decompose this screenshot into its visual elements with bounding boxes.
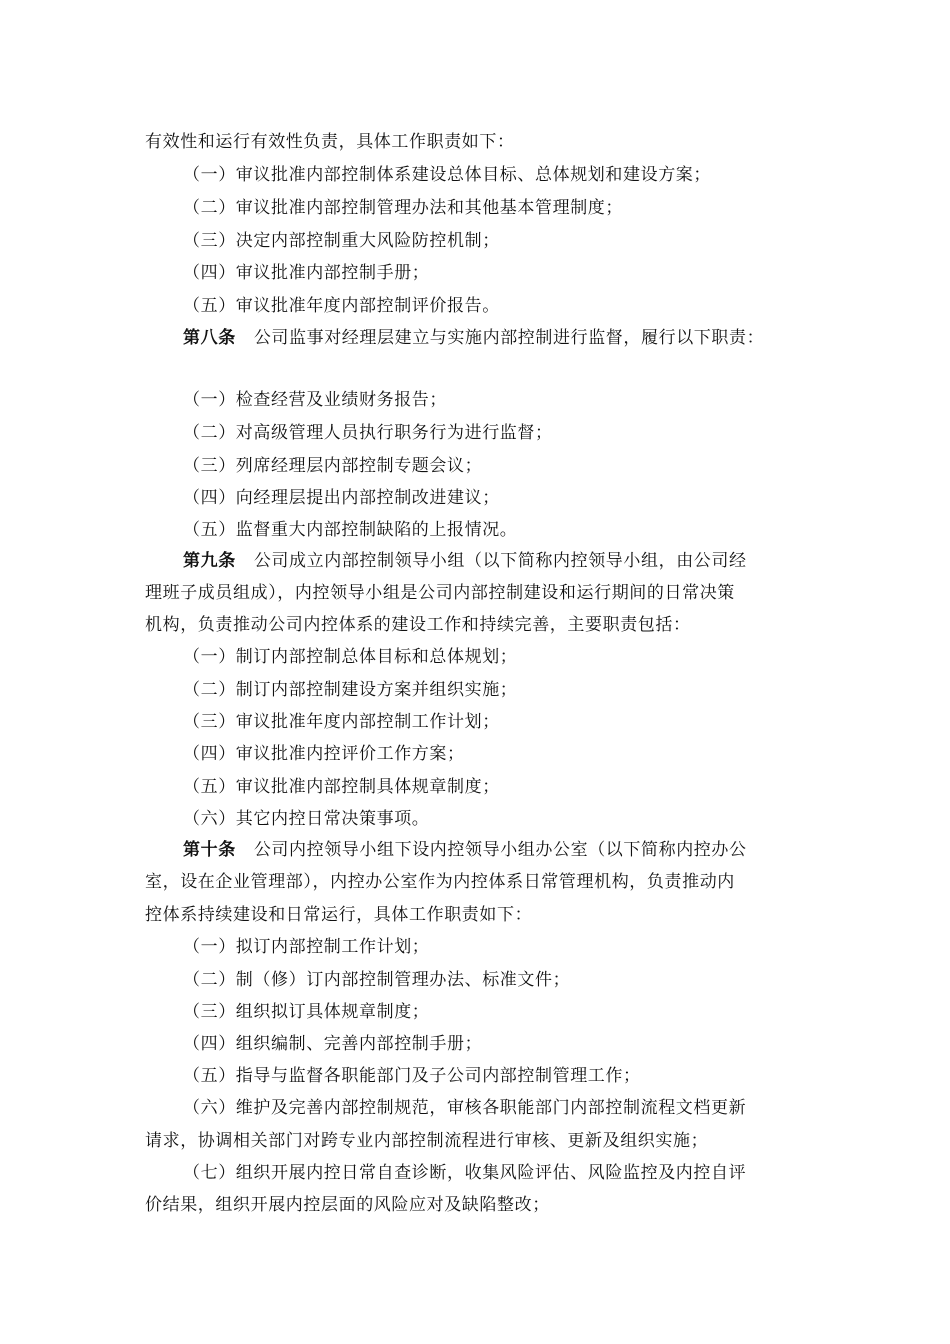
paragraph-line: 有效性和运行有效性负责，具体工作职责如下：	[145, 132, 515, 152]
paragraph-line: 室，设在企业管理部），内控办公室作为内控体系日常管理机构，负责推动内	[145, 872, 735, 892]
article-10	[183, 839, 863, 861]
paragraph-line: 价结果，组织开展内控层面的风险应对及缺陷整改；	[145, 1195, 550, 1215]
article-number: 第八条	[183, 328, 236, 348]
article-text: 公司成立内部控制领导小组（以下简称内控领导小组，由公司经	[253, 551, 747, 571]
list-item: （一）检查经营及业绩财务报告；	[183, 390, 447, 410]
list-item: （三）组织拟订具体规章制度；	[183, 1002, 430, 1022]
list-item: （一）制订内部控制总体目标和总体规划；	[183, 647, 518, 667]
list-item: （二）对高级管理人员执行职务行为进行监督；	[183, 423, 553, 443]
list-item: （四）组织编制、完善内部控制手册；	[183, 1034, 483, 1054]
article-number: 第九条	[183, 551, 236, 571]
article-text: 公司监事对经理层建立与实施内部控制进行监督，履行以下职责：	[253, 328, 765, 348]
list-item: （四）审议批准内控评价工作方案；	[183, 744, 465, 764]
list-item: （二）制订内部控制建设方案并组织实施；	[183, 680, 518, 700]
list-item: （二）制（修）订内部控制管理办法、标准文件；	[183, 970, 571, 990]
list-item: （七）组织开展内控日常自查诊断，收集风险评估、风险监控及内控自评	[183, 1163, 747, 1183]
list-item: （二）审议批准内部控制管理办法和其他基本管理制度；	[183, 198, 623, 218]
list-item: （五）监督重大内部控制缺陷的上报情况。	[183, 520, 518, 540]
list-item: （四）审议批准内部控制手册；	[183, 263, 430, 283]
list-item: （一）审议批准内部控制体系建设总体目标、总体规划和建设方案；	[183, 165, 711, 185]
paragraph-line: 理班子成员组成），内控领导小组是公司内部控制建设和运行期间的日常决策	[145, 583, 735, 603]
list-item: （一）拟订内部控制工作计划；	[183, 937, 430, 957]
list-item: （六）维护及完善内部控制规范，审核各职能部门内部控制流程文档更新	[183, 1098, 747, 1118]
list-item: （五）审议批准内部控制具体规章制度；	[183, 777, 500, 797]
list-item: （三）决定内部控制重大风险防控机制；	[183, 231, 500, 251]
list-item: （三）审议批准年度内部控制工作计划；	[183, 712, 500, 732]
paragraph-line: 控体系持续建设和日常运行，具体工作职责如下：	[145, 905, 533, 925]
article-text: 公司内控领导小组下设内控领导小组办公室（以下简称内控办公	[253, 840, 747, 860]
list-item: （三）列席经理层内部控制专题会议；	[183, 456, 483, 476]
article-number: 第十条	[183, 840, 236, 860]
list-item: （四）向经理层提出内部控制改进建议；	[183, 488, 500, 508]
list-item: （五）审议批准年度内部控制评价报告。	[183, 296, 500, 316]
paragraph-line: 请求，协调相关部门对跨专业内部控制流程进行审核、更新及组织实施；	[145, 1131, 709, 1151]
article-9	[183, 550, 863, 572]
list-item: （六）其它内控日常决策事项。	[183, 809, 430, 829]
paragraph-line: 机构，负责推动公司内控体系的建设工作和持续完善，主要职责包括：	[145, 615, 691, 635]
list-item: （五）指导与监督各职能部门及子公司内部控制管理工作；	[183, 1066, 641, 1086]
article-8	[183, 327, 863, 349]
